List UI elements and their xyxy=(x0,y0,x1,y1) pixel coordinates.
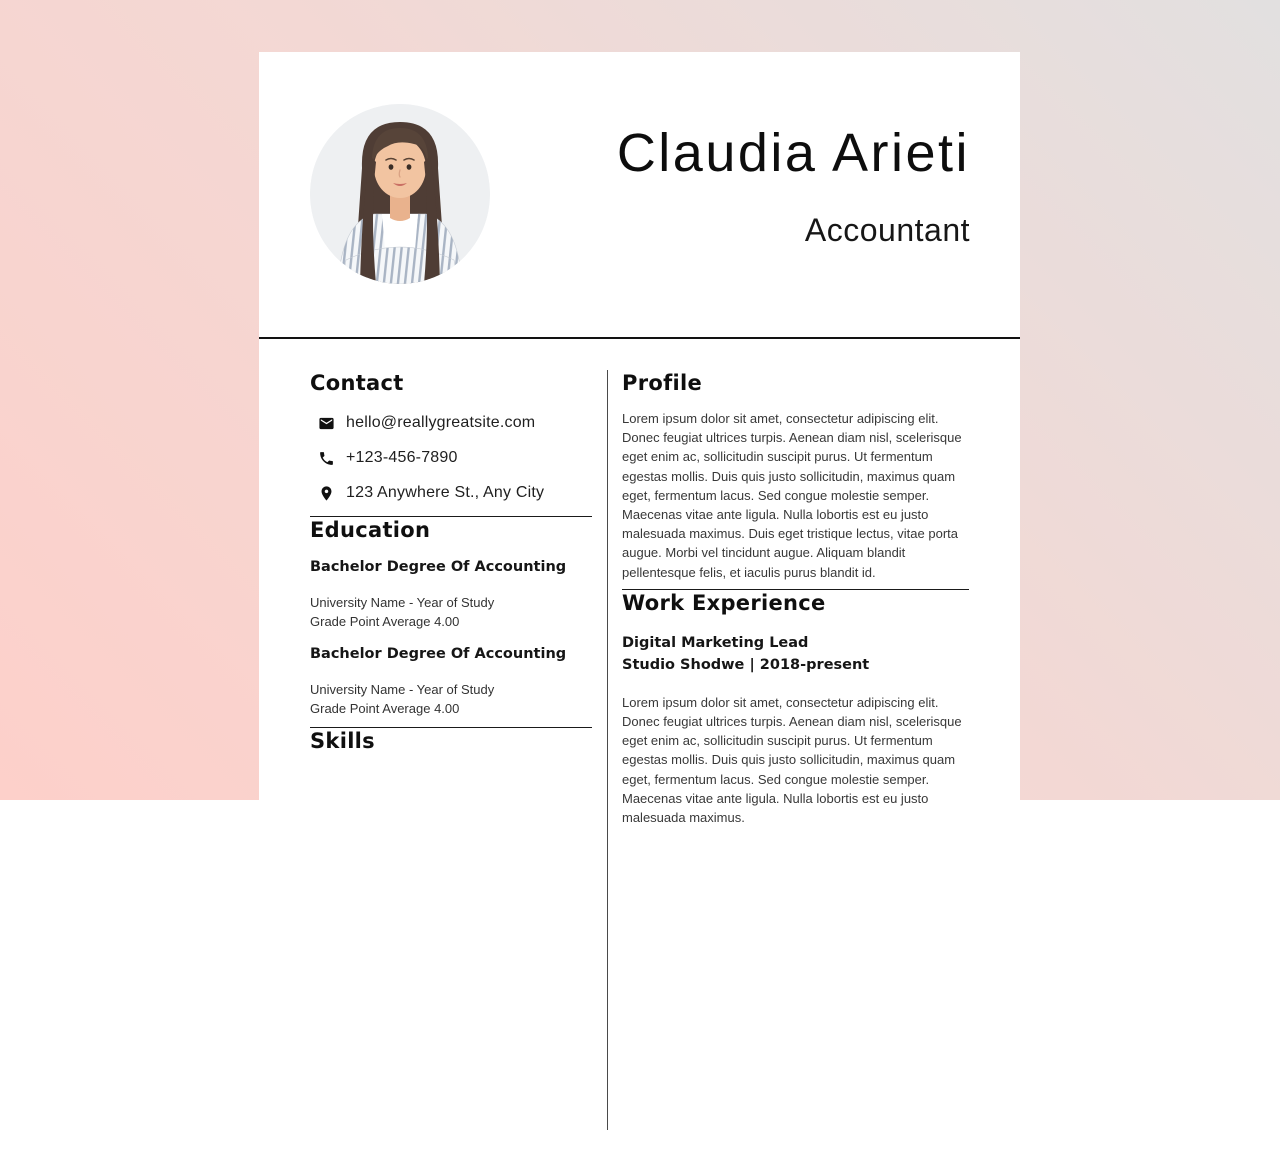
profile-body: Lorem ipsum dolor sit amet, consectetur adipiscing elit. Donec feugiat ultrices turpis. Aenean diam nisl, scelerisque eget enim ac, sollicitudin suscipit purus. Ut fermentum egestas mollis. Duis quis justo sollicitudin, maximus quam eget, fermentum lacus. Sed congue molestie semper. Maecenas vitae ante ligula. Nulla lobortis est eu justo malesuada maximus. Duis eget tristique lectus, vitae porta augue. Morbi vel tincidunt augue. Aliquam blandit pellentesque felis, et iaculis purus blandit id. xyxy=(622,411,962,580)
contact-phone: +123-456-7890 xyxy=(346,449,458,466)
education-details xyxy=(310,680,592,718)
contact-row-address xyxy=(318,481,592,505)
education-school: University Name - Year of Study xyxy=(310,595,495,610)
left-column xyxy=(310,370,592,827)
resume-page xyxy=(259,52,1020,1152)
contact-heading: Contact xyxy=(310,371,404,395)
job-heading xyxy=(622,632,969,676)
header-text-block xyxy=(539,124,970,248)
skills-heading: Skills xyxy=(310,729,375,753)
profile-heading: Profile xyxy=(622,371,703,395)
job-company: Studio Shodwe | 2018-present xyxy=(622,656,870,673)
job-title: Digital Marketing Lead xyxy=(622,634,809,651)
education-heading: Education xyxy=(310,518,431,542)
email-icon xyxy=(318,415,335,432)
job-body: Lorem ipsum dolor sit amet, consectetur adipiscing elit. Donec feugiat ultrices turpis. Aenean diam nisl, scelerisque eget enim ac, sollicitudin suscipit purus. Ut fermentum egestas mollis. Duis quis justo sollicitudin, maximus quam eget, fermentum lacus. Sed congue molestie semper. Maecenas vitae ante ligula. Nulla lobortis est eu justo malesuada maximus. xyxy=(622,694,962,826)
education-degree: Bachelor Degree Of Accounting xyxy=(310,646,567,662)
education-school: University Name - Year of Study xyxy=(310,682,495,697)
contact-row-phone xyxy=(318,446,592,470)
right-column xyxy=(622,370,969,827)
person-name: Claudia Arieti xyxy=(616,123,970,183)
education-details xyxy=(310,593,592,631)
person-role: Accountant xyxy=(804,212,970,248)
profile-photo xyxy=(310,104,490,284)
education-gpa: Grade Point Average 4.00 xyxy=(310,701,460,716)
contact-address: 123 Anywhere St., Any City xyxy=(346,484,545,501)
header-divider xyxy=(259,337,1020,339)
contact-email: hello@reallygreatsite.com xyxy=(346,414,536,431)
location-icon xyxy=(318,485,335,502)
education-gpa: Grade Point Average 4.00 xyxy=(310,614,460,629)
education-degree: Bachelor Degree Of Accounting xyxy=(310,559,567,575)
contact-row-email xyxy=(318,411,592,435)
resume-body xyxy=(310,370,969,827)
work-experience-heading: Work Experience xyxy=(622,590,826,615)
avatar-illustration xyxy=(310,104,490,284)
phone-icon xyxy=(318,450,335,467)
